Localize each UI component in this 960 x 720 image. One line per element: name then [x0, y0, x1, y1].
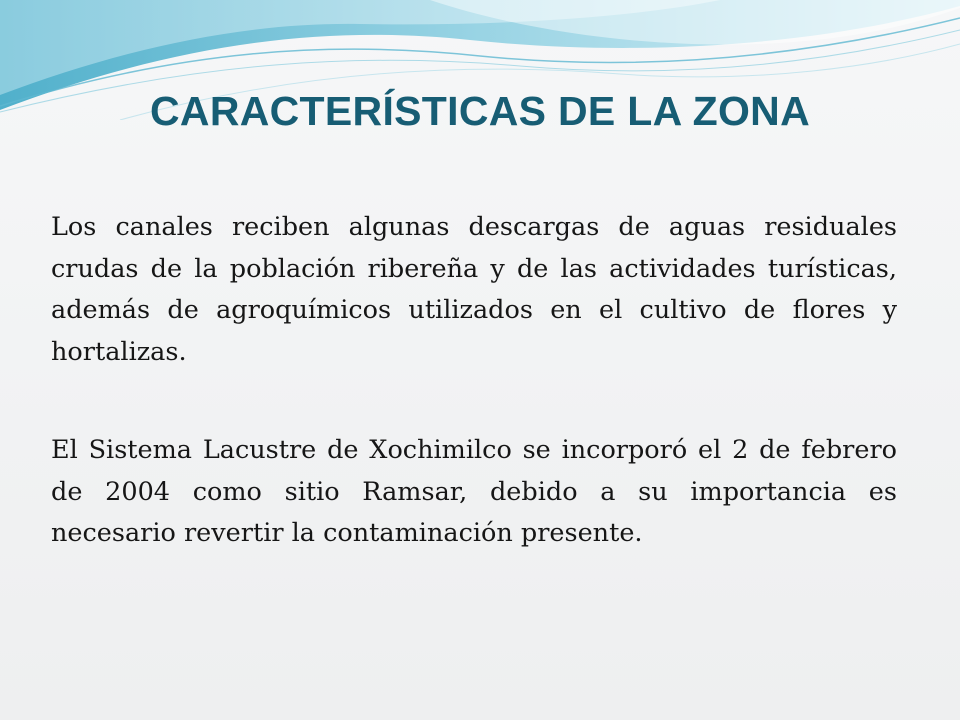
- paragraph-ramsar: El Sistema Lacustre de Xochimilco se incorporó el 2 de febrero de 2004 como sitio Ramsar, debido a su importancia es necesario revertir la contaminación presente.: [51, 435, 897, 548]
- slide-title: CARACTERÍSTICAS DE LA ZONA: [150, 88, 810, 134]
- paragraph-canales: Los canales reciben algunas descargas de aguas residuales crudas de la población ribereña y de las actividades turísticas, además de agroquímicos utilizados en el cultivo de flores y hortalizas.: [51, 212, 897, 367]
